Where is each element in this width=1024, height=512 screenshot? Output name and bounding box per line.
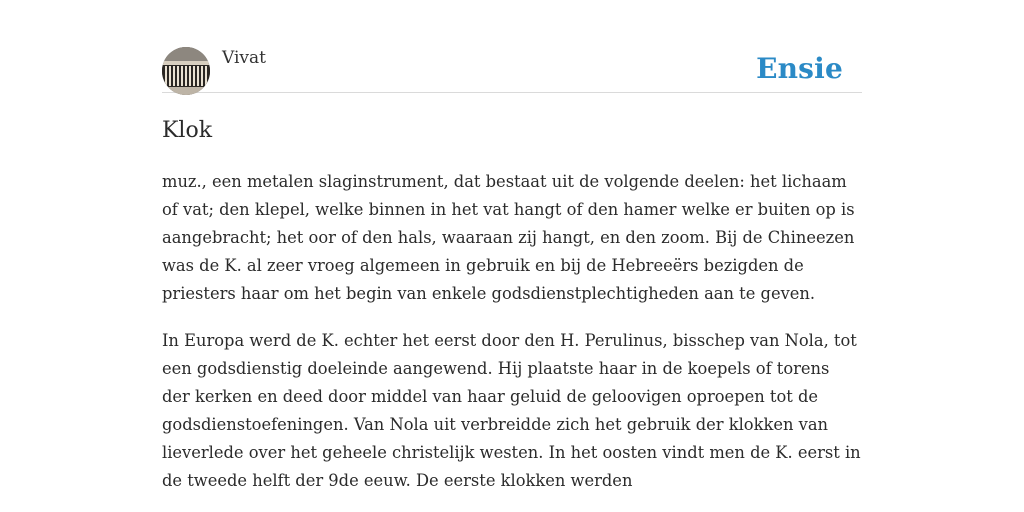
paragraph: muz., een metalen slaginstrument, dat bestaat uit de volgende deelen: het lichaam of vat; den klepel, welke binnen in het vat hangt of den hamer welke er buiten op is aangebracht; het oor of den hals, waaraan zij hangt, en den zoom. Bij de Chineezen was de K. al zeer vroeg algemeen in gebruik en bij de Hebreeërs bezigden de priesters haar om het begin van enkele godsdienstplechtigheden aan te geven. [162,172,855,303]
source-name[interactable]: Vivat [222,48,266,68]
bookshelf-photo-icon [162,47,210,95]
page-title: Klok [162,118,213,143]
article-body [162,168,862,512]
article-header [162,46,862,93]
article-page [162,0,862,512]
source-avatar[interactable] [162,47,210,95]
paragraph: In Europa werd de K. echter het eerst door den H. Perulinus, bisschep van Nola, tot een godsdienstig doeleinde aangewend. Hij plaatste haar in de koepels of torens der kerken en deed door middel van haar geluid de geloovigen oproepen tot de godsdienstoefeningen. Van Nola uit verbreidde zich het gebruik der klokken van lieverlede over het geheele christelijk westen. In het oosten vindt men de K. eerst in de tweede helft der 9de eeuw. De eerste klokken werden [162,331,861,490]
brand-logo[interactable]: Ensie [756,52,843,85]
